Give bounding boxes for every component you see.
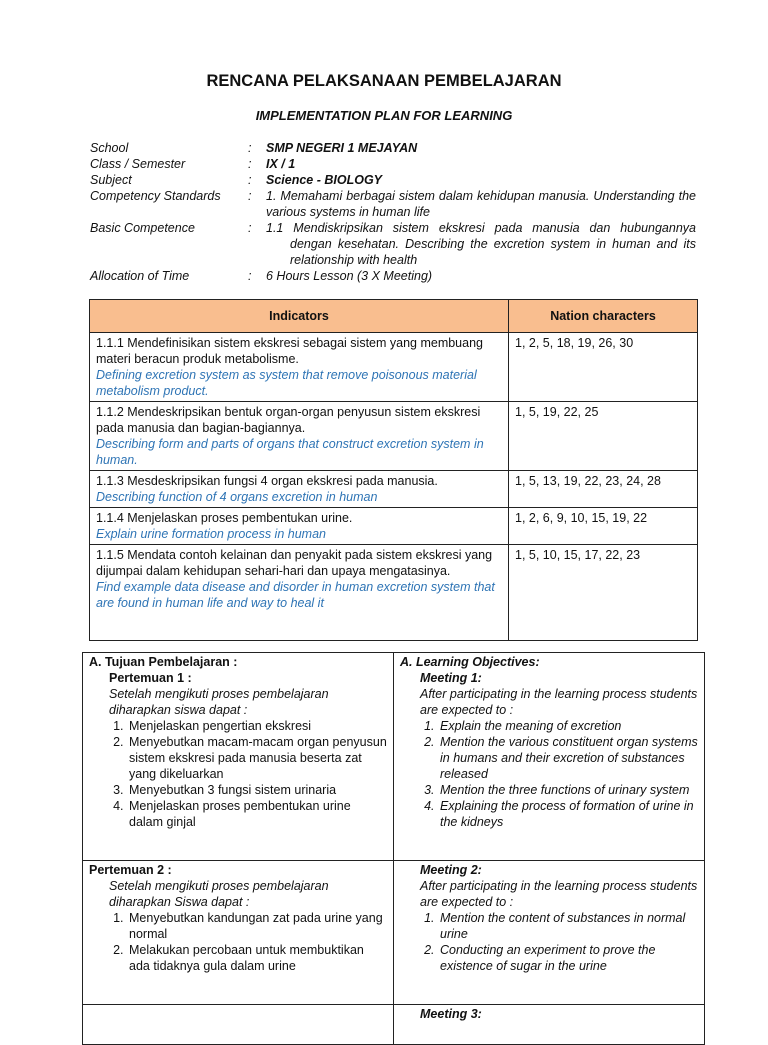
objectives-row-meeting-1 [83, 653, 705, 861]
list-item: 1. Mention the content of substances in normal urine [438, 910, 698, 942]
info-value: 1.1 Mendiskripsikan sistem ekskresi pada manusia dan hubungannya dengan kesehatan. Describing the excretion system in human and its relationship with health [266, 221, 696, 267]
info-value: IX / 1 [266, 157, 296, 171]
info-colon: : [248, 221, 252, 235]
objectives-left-cell [83, 1005, 394, 1045]
info-label: Basic Competence [90, 221, 195, 235]
indicator-en-text: Defining excretion system as system that remove poisonous material metabolism product. [96, 368, 477, 398]
list-item: 2. Menyebutkan macam-macam organ penyusun sistem ekskresi pada manusia beserta zat yang dikeluarkan [127, 734, 387, 782]
info-label: Subject [90, 173, 132, 187]
info-label: Allocation of Time [90, 269, 190, 283]
meeting-intro: After participating in the learning process students are expected to : [420, 687, 698, 717]
info-row-subject [90, 172, 696, 188]
objectives-right-cell [394, 653, 705, 861]
meeting-title: Pertemuan 1 : [109, 671, 192, 685]
list-item: 2. Mention the various constituent organ systems in humans and their excretion of substances released [438, 734, 698, 782]
info-row-school [90, 140, 696, 156]
list-item: 2. Melakukan percobaan untuk membuktikan ada tidaknya gula dalam urine [127, 942, 387, 974]
indicator-id-text: 1.1.4 Menjelaskan proses pembentukan urine. [96, 511, 353, 525]
list-item: 1. Explain the meaning of excretion [438, 718, 698, 734]
objectives-right-cell [394, 1005, 705, 1045]
indicator-en-text: Explain urine formation process in human [96, 527, 326, 541]
info-colon: : [248, 189, 252, 203]
info-value: 1. Memahami berbagai sistem dalam kehidupan manusia. Understanding the various systems in human life [266, 189, 696, 219]
table-header-row [90, 300, 698, 333]
list-item: 3. Mention the three functions of urinary system [438, 782, 698, 798]
info-label: School [90, 141, 129, 155]
info-row-competency [90, 188, 696, 220]
objective-list [89, 718, 387, 830]
info-colon: : [248, 141, 252, 155]
indicator-id-text: 1.1.5 Mendata contoh kelainan dan penyakit pada sistem ekskresi yang dijumpai dalam kehidupan sehari-hari dan upaya mengatasinya. [96, 548, 493, 578]
objectives-heading-en: A. Learning Objectives: [400, 655, 540, 669]
info-row-basic-competence [90, 220, 696, 268]
objective-list [89, 910, 387, 974]
info-value: 6 Hours Lesson (3 X Meeting) [266, 269, 433, 283]
meeting-title: Meeting 3: [420, 1007, 482, 1021]
nation-characters-cell: 1, 2, 6, 9, 10, 15, 19, 22 [509, 508, 698, 545]
objectives-left-cell [83, 653, 394, 861]
document-subtitle: IMPLEMENTATION PLAN FOR LEARNING [255, 108, 513, 123]
nation-characters-cell: 1, 5, 10, 15, 17, 22, 23 [509, 545, 698, 641]
indicator-id-text: 1.1.3 Mesdeskripsikan fungsi 4 organ ekskresi pada manusia. [96, 474, 438, 488]
list-item: 1. Menjelaskan pengertian ekskresi [127, 718, 387, 734]
meeting-title: Pertemuan 2 : [89, 863, 172, 877]
info-colon: : [248, 157, 252, 171]
nation-characters-cell: 1, 2, 5, 18, 19, 26, 30 [509, 333, 698, 402]
info-block [90, 140, 696, 284]
list-item: 4. Menjelaskan proses pembentukan urine dalam ginjal [127, 798, 387, 830]
list-item: 1. Menyebutkan kandungan zat pada urine yang normal [127, 910, 387, 942]
info-value: Science - BIOLOGY [266, 173, 383, 187]
table-row [90, 545, 698, 641]
meeting-intro: After participating in the learning process students are expected to : [420, 879, 698, 909]
objectives-heading-id: A. Tujuan Pembelajaran : [89, 655, 238, 669]
info-label: Class / Semester [90, 157, 186, 171]
table-row [90, 402, 698, 471]
indicators-header: Indicators [90, 300, 509, 333]
list-item: 3. Menyebutkan 3 fungsi sistem urinaria [127, 782, 387, 798]
info-row-class [90, 156, 696, 172]
info-label: Competency Standards [90, 189, 221, 203]
objectives-right-cell [394, 861, 705, 1005]
indicator-en-text: Describing form and parts of organs that construct excretion system in human. [96, 437, 484, 467]
objective-list [400, 718, 698, 830]
table-row [90, 508, 698, 545]
indicator-cell [90, 333, 509, 402]
indicator-en-text: Describing function of 4 organs excretion in human [96, 490, 378, 504]
document-title: RENCANA PELAKSANAAN PEMBELAJARAN [206, 72, 562, 90]
list-item: 2. Conducting an experiment to prove the existence of sugar in the urine [438, 942, 698, 974]
nation-characters-header: Nation characters [509, 300, 698, 333]
objective-list [400, 910, 698, 974]
indicator-cell [90, 402, 509, 471]
meeting-intro: Setelah mengikuti proses pembelajaran diharapkan siswa dapat : [109, 687, 329, 717]
info-row-allocation [90, 268, 696, 284]
objectives-row-meeting-3 [83, 1005, 705, 1045]
objectives-row-meeting-2 [83, 861, 705, 1005]
info-colon: : [248, 173, 252, 187]
meeting-intro: Setelah mengikuti proses pembelajaran diharapkan Siswa dapat : [109, 879, 329, 909]
indicator-cell [90, 545, 509, 641]
objectives-left-cell [83, 861, 394, 1005]
indicator-cell [90, 471, 509, 508]
indicator-cell [90, 508, 509, 545]
list-item: 4. Explaining the process of formation of urine in the kidneys [438, 798, 698, 830]
indicator-id-text: 1.1.1 Mendefinisikan sistem ekskresi sebagai sistem yang membuang materi beracun produk metabolisme. [96, 336, 483, 366]
indicator-id-text: 1.1.2 Mendeskripsikan bentuk organ-organ penyusun sistem ekskresi pada manusia dan bagian-bagiannya. [96, 405, 481, 435]
indicators-table [89, 299, 698, 641]
meeting-title: Meeting 2: [420, 863, 482, 877]
table-row [90, 471, 698, 508]
indicator-en-text: Find example data disease and disorder in human excretion system that are found in human life and way to heal it [96, 580, 495, 610]
objectives-table [82, 652, 705, 1045]
info-value: SMP NEGERI 1 MEJAYAN [266, 141, 418, 155]
nation-characters-cell: 1, 5, 13, 19, 22, 23, 24, 28 [509, 471, 698, 508]
meeting-title: Meeting 1: [420, 671, 482, 685]
info-colon: : [248, 269, 252, 283]
nation-characters-cell: 1, 5, 19, 22, 25 [509, 402, 698, 471]
table-row [90, 333, 698, 402]
